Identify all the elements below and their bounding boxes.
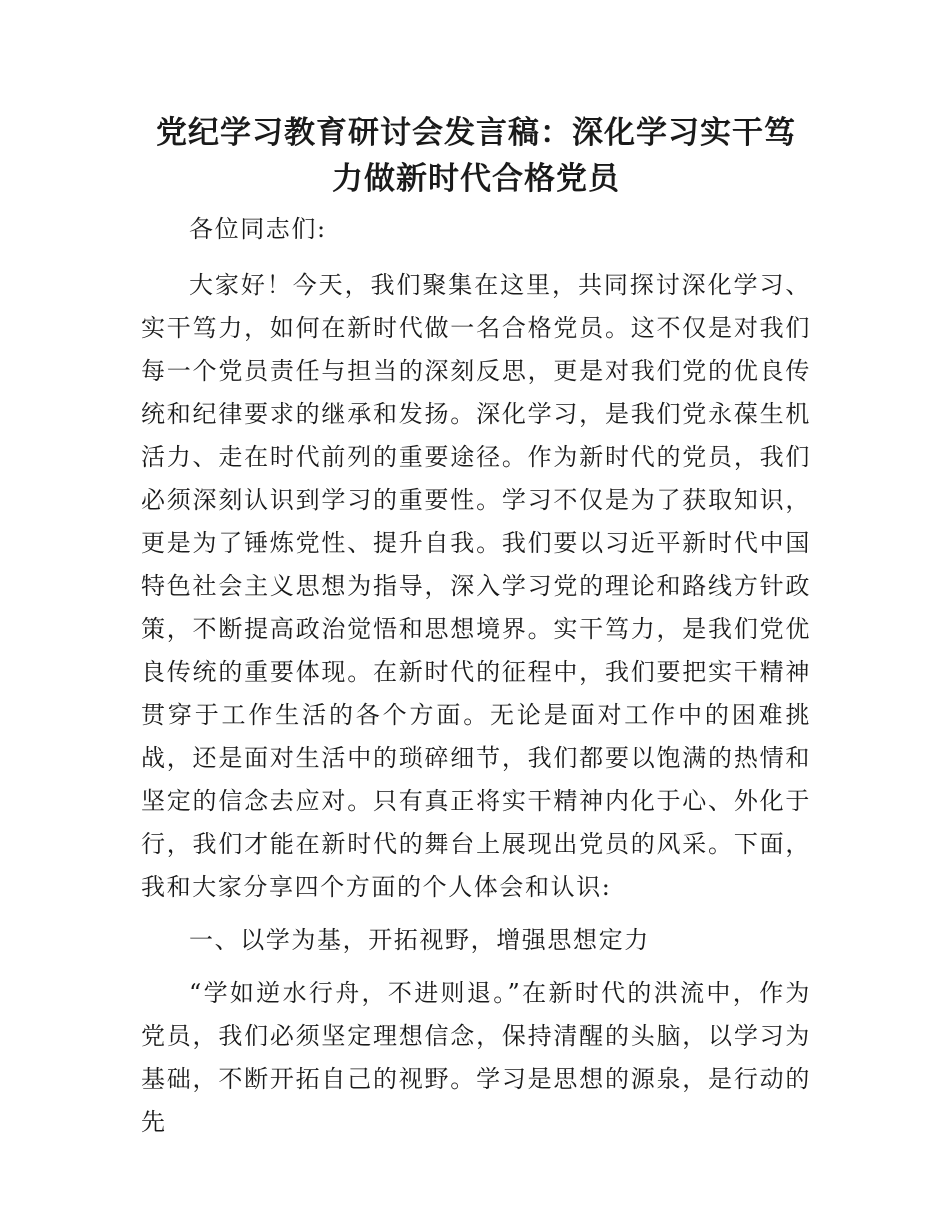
document-page <box>141 110 811 1154</box>
document-title: 党纪学习教育研讨会发言稿：深化学习实干笃力做新时代合格党员 <box>156 115 796 197</box>
body-paragraph-section-1: “学如逆水行舟，不进则退。”在新时代的洪流中，作为党员，我们必须坚定理想信念，保持清醒的头脑，以学习为基础，不断开拓自己的视野。学习是思想的源泉，是行动的先 <box>141 979 811 1136</box>
section-heading-1: 一、以学为基，开拓视野，增强思想定力 <box>189 926 650 954</box>
salutation: 各位同志们: <box>189 215 327 243</box>
body-paragraph-intro: 大家好！今天，我们聚集在这里，共同探讨深化学习、实干笃力，如何在新时代做一名合格党员。这不仅是对我们每一个党员责任与担当的深刻反思，更是对我们党的优良传统和纪律要求的继承和发扬。深化学习，是我们党永葆生机活力、走在时代前列的重要途径。作为新时代的党员，我们必须深刻认识到学习的重要性。学习不仅是为了获取知识，更是为了锤炼党性、提升自我。我们要以习近平新时代中国特色社会主义思想为指导，深入学习党的理论和路线方针政策，不断提高政治觉悟和思想境界。实干笃力，是我们党优良传统的重要体现。在新时代的征程中，我们要把实干精神贯穿于工作生活的各个方面。无论是面对工作中的困难挑战，还是面对生活中的琐碎细节，我们都要以饱满的热情和坚定的信念去应对。只有真正将实干精神内化于心、外化于行，我们才能在新时代的舞台上展现出党员的风采。下面，我和大家分享四个方面的个人体会和认识: <box>141 271 811 901</box>
